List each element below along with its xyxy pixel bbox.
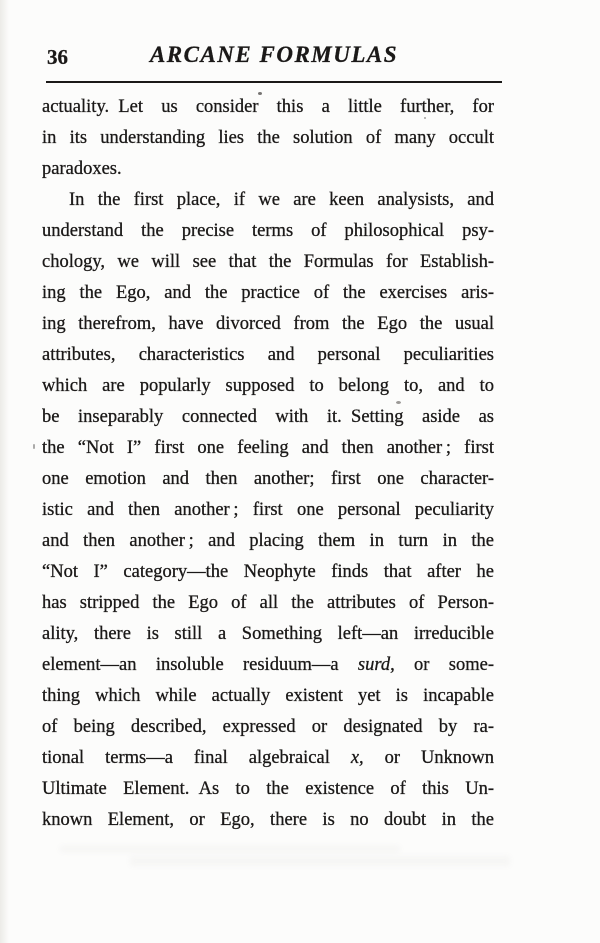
- text-segment: be inseparably connected with it. Setting aside as: [42, 407, 494, 427]
- text-segment: chology, we will see that the Formulas for Establish-: [42, 252, 494, 272]
- text-segment: and then another ; and placing them in turn in the: [42, 531, 494, 551]
- scan-smudge: [60, 846, 400, 852]
- text-line: [42, 340, 494, 371]
- scan-speckle: [424, 117, 426, 119]
- text-segment: element—an insoluble residuum—a: [42, 655, 358, 675]
- text-segment: actuality. Let us consider this a little further, for: [42, 97, 494, 117]
- italic-text-segment: surd,: [357, 655, 395, 675]
- text-segment: understand the precise terms of philosophical psy-: [42, 221, 494, 241]
- text-segment: istic and then another ; first one personal peculiarity: [42, 500, 494, 520]
- body-text: [42, 92, 494, 836]
- text-line: [42, 433, 494, 464]
- text-line: [42, 588, 494, 619]
- text-line: [42, 278, 494, 309]
- text-line: [42, 681, 494, 712]
- text-line: [42, 743, 494, 774]
- text-line: [42, 774, 494, 805]
- text-segment: or some-: [394, 655, 494, 675]
- text-line: [42, 185, 494, 216]
- scan-speckle: [396, 401, 401, 404]
- text-segment: has stripped the Ego of all the attributes of Person-: [42, 593, 494, 613]
- text-line: [42, 216, 494, 247]
- text-line: [42, 619, 494, 650]
- text-line: [42, 650, 494, 681]
- text-line: [42, 464, 494, 495]
- scan-smudge: [130, 856, 510, 866]
- text-segment: which are popularly supposed to belong to, and to: [42, 376, 494, 396]
- text-segment: one emotion and then another; first one character-: [42, 469, 494, 489]
- text-line: [42, 495, 494, 526]
- text-line: [42, 123, 494, 154]
- text-line: [42, 247, 494, 278]
- text-segment: ing the Ego, and the practice of the exercises aris-: [42, 283, 494, 303]
- header-rule: [46, 81, 502, 83]
- text-segment: thing which while actually existent yet is incapable: [42, 686, 494, 706]
- text-segment: of being described, expressed or designated by ra-: [42, 717, 494, 737]
- text-segment: “Not I” category—the Neophyte finds that after he: [42, 562, 494, 582]
- text-segment: In the first place, if we are keen analysists, and: [69, 190, 494, 210]
- italic-text-segment: x,: [350, 748, 364, 768]
- text-line: [42, 154, 494, 185]
- text-line: [42, 402, 494, 433]
- text-segment: the “Not I” first one feeling and then another ; first: [42, 438, 494, 458]
- scan-edge-artifact: [0, 0, 9, 943]
- text-line: [42, 371, 494, 402]
- text-segment: in its understanding lies the solution of many occult: [42, 128, 494, 148]
- text-segment: tional terms—a final algebraical: [42, 748, 351, 768]
- text-line: [42, 309, 494, 340]
- text-line: [42, 92, 494, 123]
- text-segment: ality, there is still a Something left—an irreducible: [42, 624, 494, 644]
- text-segment: ing therefrom, have divorced from the Ego the usual: [42, 314, 494, 334]
- text-segment: or Unknown: [363, 748, 494, 768]
- text-line: [42, 712, 494, 743]
- page-number: 36: [47, 45, 68, 69]
- text-line: [42, 526, 494, 557]
- text-segment: paradoxes.: [42, 159, 122, 179]
- scan-speckle: [258, 92, 262, 95]
- scan-speckle: [33, 444, 35, 449]
- text-line: [42, 805, 494, 836]
- text-line: [42, 557, 494, 588]
- text-segment: known Element, or Ego, there is no doubt in the: [42, 810, 494, 830]
- text-segment: Ultimate Element. As to the existence of this Un-: [42, 779, 494, 799]
- running-title: ARCANE FORMULAS: [149, 42, 399, 67]
- text-segment: attributes, characteristics and personal peculiarities: [42, 345, 494, 365]
